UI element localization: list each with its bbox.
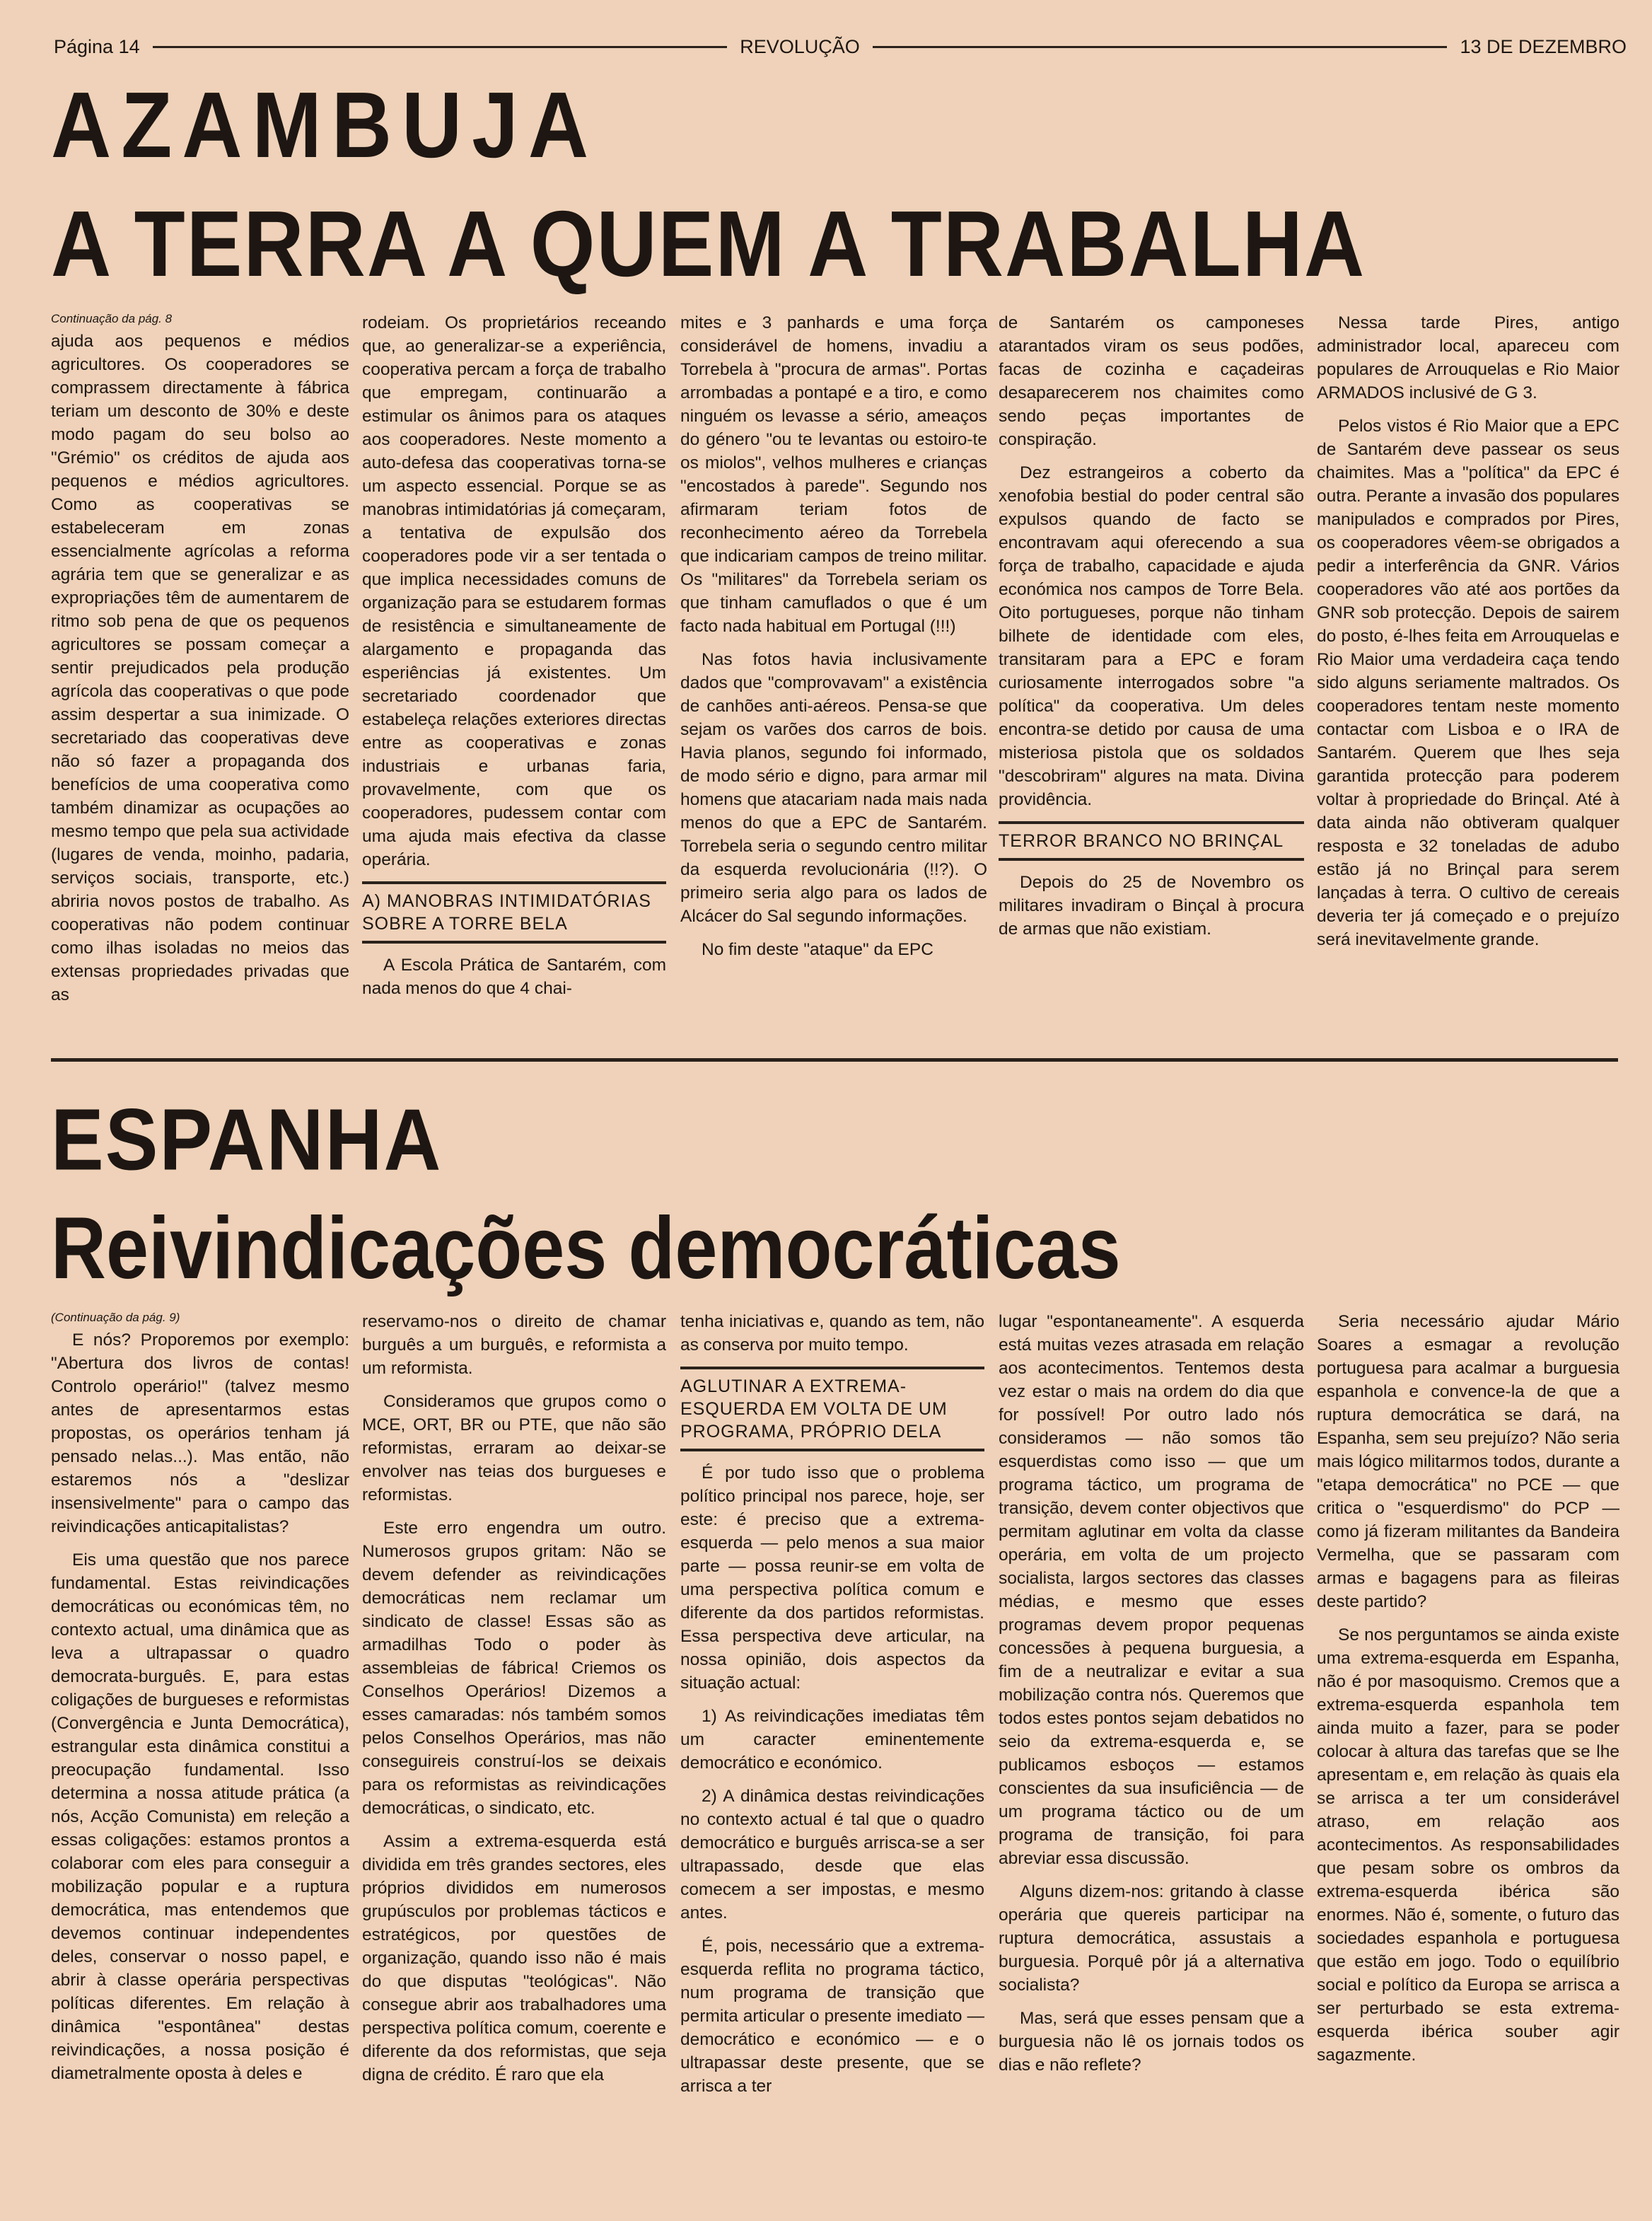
article1-subtitle: A TERRA A QUEM A TRABALHA (51, 192, 1366, 297)
article1-column-2 (362, 311, 666, 1010)
article2-title: ESPANHA (51, 1091, 443, 1188)
article1-column-4 (999, 311, 1304, 951)
paragraph: Nessa tarde Pires, antigo administrador local, apareceu com populares de Arrouquelas e Rio Maior ARMADOS inclusivé de G 3. (1317, 313, 1619, 402)
article1-subhead-torre-bela: A) MANOBRAS INTIMIDATÓRIAS SOBRE A TORRE BELA (362, 881, 666, 944)
paragraph: tenha iniciativas e, quando as tem, não as conserva por muito tempo. (680, 1312, 984, 1355)
paragraph: A Escola Prática de Santarém, com nada menos do que 4 chai- (362, 956, 666, 998)
paragraph: Alguns dizem-nos: gritando à classe operária que quereis participar na ruptura democrática, assustais a burguesia. Porquê pôr já a alternativa socialista? (999, 1882, 1304, 1995)
article1-continuation: Continuação da pág. 8 (51, 312, 173, 325)
header-rule-right (873, 46, 1448, 48)
section-divider (51, 1058, 1618, 1062)
paragraph: Consideramos que grupos como o MCE, ORT, BR ou PTE, que não são reformistas, erraram ao deixar-se envolver nas teias dos burgueses e reformistas. (362, 1392, 666, 1504)
paragraph: lugar "espontaneamente". A esquerda está muitas vezes atrasada em relação aos acontecimentos. Tentemos desta vez estar o mais na ordem do dia que for possível! Por outro lado nós consideramos — não somos tão esquerdistas como isso — que um programa táctico, um programa de transição, devem conter objectivos que permitam aglutinar em volta da classe operária, em volta de um projecto socialista, largos sectores das classes médias, e mesmo que esses programas devem propor pequenas concessões à pequena burguesia, a fim de a neutralizar e evitar a sua mobilização contra nós. Queremos que todos estes pontos sejam debatidos no seio da extrema-esquerda e, se publicamos esboços — estamos conscientes da sua insuficiência — de um programa táctico ou de um programa de transição, foi para abreviar essa discussão. (999, 1312, 1304, 1868)
header-rule-left (153, 46, 728, 48)
paragraph: Depois do 25 de Novembro os militares invadiram o Binçal à procura de armas que não existiam. (999, 873, 1304, 939)
article1-column-1 (51, 311, 349, 1016)
article2-column-2 (362, 1310, 666, 2097)
page-number: Página 14 (54, 35, 140, 57)
paragraph: 2) A dinâmica destas reivindicações no contexto actual é tal que o quadro democrático e burguês arrisca-se a ser ultrapassado, desde que elas comecem a ser impostas, e mesmo antes. (680, 1787, 984, 1923)
paragraph: Assim a extrema-esquerda está dividida em três grandes sectores, eles próprios divididos em numerosos grupúsculos por problemas tácticos e estratégicos, por questões de organização, quando isso não é mais do que disputas "teológicas". Não consegue abrir aos trabalhadores uma perspectiva política comum, coerente e diferente da dos reformistas, que seja digna de crédito. É raro que ela (362, 1832, 666, 2084)
article2-continuation: (Continuação da pág. 9) (51, 1311, 180, 1324)
paragraph: Seria necessário ajudar Mário Soares a esmagar a revolução portuguesa para acalmar a burguesia espanhola e convence-la de que a ruptura democrática se dará, na Espanha, sem seu prejuízo? Não seria mais lógico militarmos todos, durante a "etapa democrática" no PCE — que critica o "esquerdismo" do PCP — como já fizeram militantes da Bandeira Vermelha, que se passaram com armas e bagagens para as fileiras deste partido? (1317, 1312, 1619, 1611)
paragraph: Se nos perguntamos se ainda existe uma extrema-esquerda em Espanha, não é por masoquismo. Cremos que a extrema-esquerda espanhola tem ainda muito a fazer, para se poder colocar à altura das tarefas que se lhe apresentam e, em relação às quais ela se arrisca a ter um considerável atraso, em relação aos acontecimentos. As responsabilidades que pesam sobre os ombros da extrema-esquerda ibérica são enormes. Não é, somente, o futuro das sociedades espanhola e portuguesa que estão em jogo. Todo o equilíbrio social e político da Europa se arrisca a ser perturbado se esta extrema-esquerda ibérica souber agir sagazmente. (1317, 1625, 1619, 2065)
paragraph: ajuda aos pequenos e médios agricultores. Os cooperadores se comprassem directamente à fábrica teriam um desconto de 30% e deste modo pagam do seu bolso ao "Grémio" os créditos de ajuda aos pequenos e médios agricultores. Como as cooperativas se estabeleceram em zonas essencialmente agrícolas a reforma agrária tem que se generalizar e as expropriações têm de aumentarem de ritmo sob pena de que os pequenos agricultores se possam começar a sentir prejudicados pela produção agrícola das cooperativas o que pode assim despertar a sua inimizade. O secretariado das cooperativas deve não só fazer a propaganda dos benefícios de uma cooperativa como também dinamizar as ocupações ao mesmo tempo que pela sua actividade (lugares de venda, moinho, padaria, serviços sociais, transporte, etc.) abriria novos postos de trabalho. As cooperativas não podem continuar como ilhas isoladas no meios das extensas propriedades privadas que as (51, 332, 349, 1004)
paragraph: Este erro engendra um outro. Numerosos grupos gritam: Não se devem defender as reivindicações democráticas nem reclamar um sindicato de classe! Essas são as armadilhas Todo o poder às assembleias de fábrica! Criemos os Conselhos Operários! Dizemos a esses camaradas: nós também somos pelos Conselhos Operários, mas não conseguireis construí-los se deixais para os reformistas as reivindicações democráticas, o sindicato, etc. (362, 1519, 666, 1818)
paragraph: Mas, será que esses pensam que a burguesia não lê os jornais todos os dias e não reflete? (999, 2009, 1304, 2075)
paragraph: Pelos vistos é Rio Maior que a EPC de Santarém deve passear os seus chaimites. Mas a "política" da EPC é outra. Perante a invasão dos populares manipulados e comprados por Pires, os cooperadores vêem-se obrigados a pedir a interferência da GNR. Vários cooperadores vão até aos portões da GNR sob protecção. Depois de sairem do posto, é-lhes feita em Arrouquelas e Rio Maior uma verdadeira caça tendo sido alguns seriamente maltrados. Os cooperadores tentam neste momento contactar com Lisboa e o IRA de Santarém. Querem que lhes seja garantida protecção para poderem voltar à propriedade do Brinçal. Até à data ainda não obtiveram qualquer resposta e 32 toneladas de adubo estão já no Brinçal para serem lançadas à terra. O cultivo de cereais deveria ter já começado e o prejuízo será inevitavelmente grande. (1317, 417, 1619, 949)
paragraph: É por tudo isso que o problema político principal nos parece, hoje, ser este: é preciso que a extrema-esquerda — pelo menos a sua maior parte — possa reunir-se em volta de uma perspectiva política comum e diferente da dos partidos reformistas. Essa perspectiva deve articular, na nossa opinião, dois aspectos da situação actual: (680, 1463, 984, 1693)
paragraph: É, pois, necessário que a extrema-esquerda reflita no programa táctico, num programa de transição que permita articular o presente imediato — democrático e económico — e o ultrapassar deste presente, que se arrisca a ter (680, 1937, 984, 2096)
article1-column-3 (680, 311, 987, 971)
page-header (54, 31, 1627, 62)
article2-column-3 (680, 1310, 984, 2108)
paragraph: de Santarém os camponeses atarantados viram os seus podões, facas de cozinha e caçadeiras desaparecerem nos chaimites como sendo peças importantes de conspiração. (999, 313, 1304, 449)
paragraph: Dez estrangeiros a coberto da xenofobia bestial do poder central são expulsos quando de facto se encontravam aqui oferecendo a sua força de trabalho, capacidade e ajuda económica nos campos de Torre Bela. Oito portugueses, porque não tinham bilhete de identidade com eles, transitaram para a EPC e foram curiosamente interrogados sobre "a política" da cooperativa. Um deles encontra-se detido por causa de uma misteriosa pistola que os soldados "descobriram" algures na mata. Divina providência. (999, 463, 1304, 809)
paragraph: mites e 3 panhards e uma força considerável de homens, invadiu a Torrebela à "procura de armas". Portas arrombadas a pontapé e a tiro, e como ninguém os levasse a sério, ameaços do género "ou te levantas ou estoiro-te os miolos", velhos mulheres e crianças "encostados à parede". Segundo nos afirmaram teriam fotos de reconhecimento aéreo da Torrebela que indicariam campos de treino militar. Os "militares" da Torrebela seriam os que tinham camuflados o que é um facto nada habitual em Portugal (!!!) (680, 313, 987, 636)
paragraph: Eis uma questão que nos parece fundamental. Estas reivindicações democráticas ou económicas têm, no contexto actual, uma dinâmica que as leva a ultrapassar o quadro democrata-burguês. E, para estas coligações de burgueses e reformistas (Convergência e Junta Democrática), estrangular esta dinâmica constitui a preocupação fundamental. Isso determina a nossa atitude prática (a nós, Acção Comunista) em releção a essas coligações: estamos prontos a colaborar com eles para conseguir a mobilização popular e a ruptura democrática, mas entendemos que devemos continuar independentes deles, conservar o nosso papel, e abrir à classe operária perspectivas políticas diferentes. Em relação à dinâmica "espontânea" destas reivindicações, a nossa posição é diametralmente oposta à deles e (51, 1550, 349, 2083)
article2-column-1 (51, 1310, 349, 2095)
paragraph: 1) As reivindicações imediatas têm um caracter eminentemente democrático e económico. (680, 1707, 984, 1773)
article2-column-4 (999, 1310, 1304, 2087)
article1-title: AZAMBUJA (51, 73, 599, 178)
paragraph: No fim deste "ataque" da EPC (702, 940, 933, 959)
article2-subhead-aglutinar: AGLUTINAR A EXTREMA-ESQUERDA EM VOLTA DE UM PROGRAMA, PRÓPRIO DELA (680, 1367, 984, 1451)
article1-column-5 (1317, 311, 1619, 961)
article1-subhead-brincal: TERROR BRANCO NO BRINÇAL (999, 821, 1304, 861)
paragraph: Nas fotos havia inclusivamente dados que "comprovavam" a existência de canhões anti-aéreos. Pensa-se que sejam os varões dos carros de bois. Havia planos, segundo foi informado, de modo sério e digno, para armar mil homens que atacariam nada mais nada menos do que a EPC de Santarém. Torrebela seria o segundo centro militar da esquerda revolucionária (!!?). O primeiro seria algo para os lados de Alcácer do Sal segundo informações. (680, 650, 987, 926)
newspaper-name: REVOLUÇÃO (740, 35, 860, 57)
issue-date: 13 DE DEZEMBRO (1460, 35, 1627, 57)
paragraph: rodeiam. Os proprietários receando que, ao generalizar-se a experiência, cooperativa percam a força de trabalho que empregam, continuarão a estimular os ânimos para os ataques aos cooperadores. Neste momento a auto-defesa das cooperativas torna-se um aspecto essencial. Porque se as manobras intimidatórias já começaram, a tentativa de expulsão dos cooperadores pode vir a ser tentada o que implica necessidades comuns de organização para se estudarem formas de resistência e simultaneamente de alargamento e propaganda das esperiências já existentes. Um secretariado coordenador que estabeleça relações exteriores directas entre as cooperativas e zonas industriais e urbanas faria, provavelmente, com que os cooperadores, pudessem contar com uma ajuda mais efectiva da classe operária. (362, 313, 666, 869)
article2-subtitle: Reivindicações democráticas (51, 1198, 1121, 1297)
article2-column-5 (1317, 1310, 1619, 2077)
paragraph: E nós? Proporemos por exemplo: "Abertura dos livros de contas! Controlo operário!" (talvez mesmo antes de apresentarmos estas propostas, os operários tenham já pensado nelas...). Mas então, não estaremos nós a "deslizar insensivelmente" para o campo das reivindicações anticapitalistas? (51, 1330, 349, 1536)
paragraph: reservamo-nos o direito de chamar burguês a um burguês, e reformista a um reformista. (362, 1312, 666, 1378)
